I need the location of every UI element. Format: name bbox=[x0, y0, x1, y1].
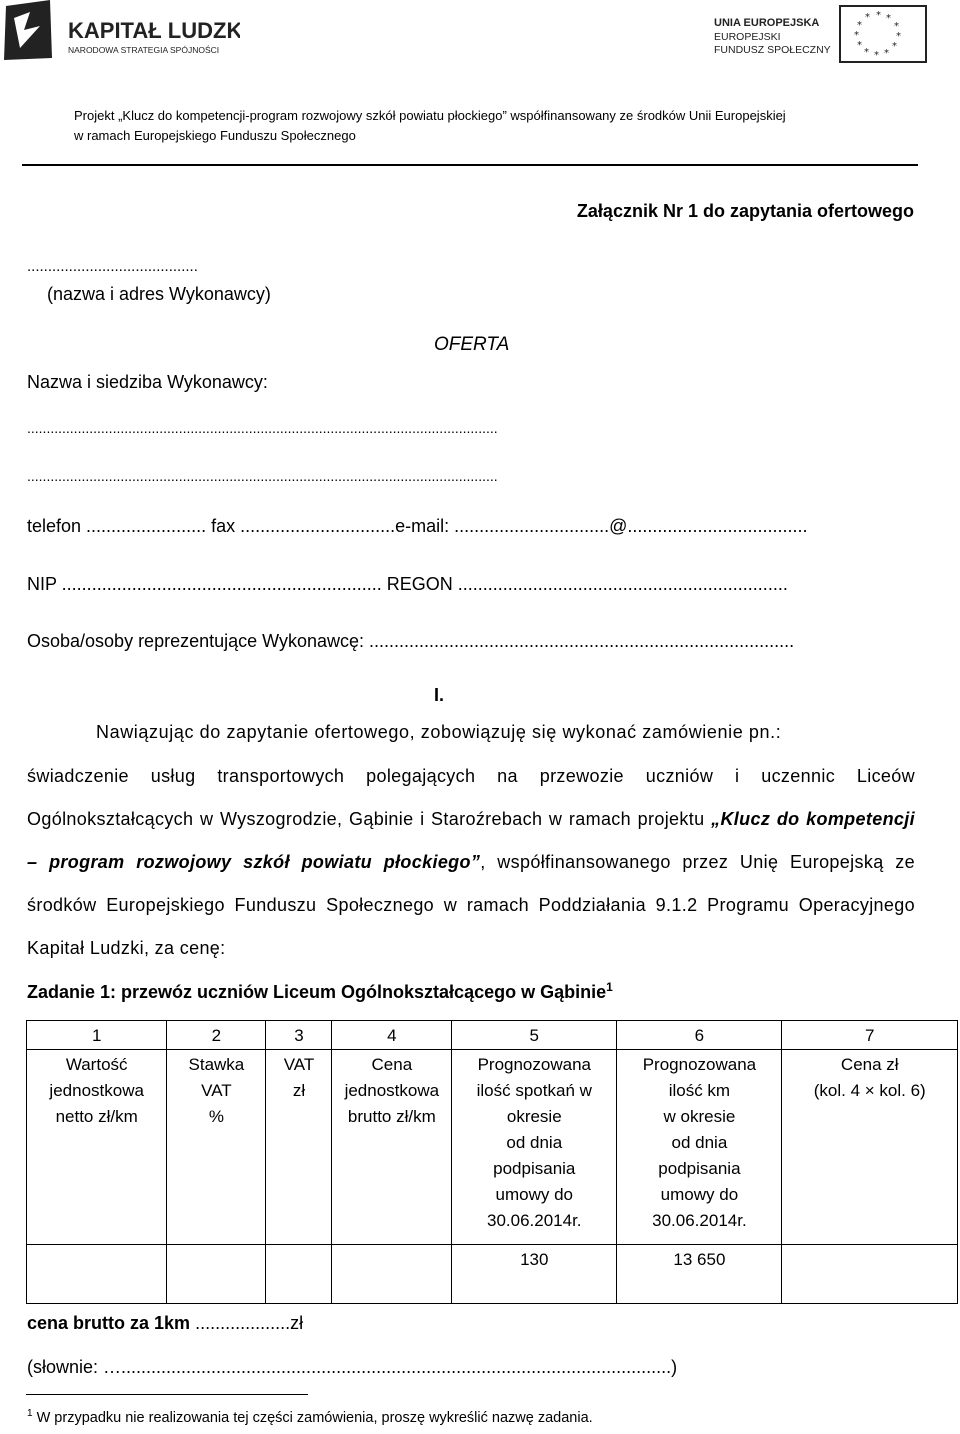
svg-text:*: * bbox=[864, 47, 869, 58]
column-header-line: netto zł/km bbox=[55, 1107, 138, 1126]
dots-line-1: ......................................................................................................................... bbox=[27, 420, 498, 436]
column-header-line: w okresie bbox=[663, 1107, 736, 1126]
column-header-1 bbox=[27, 1050, 167, 1245]
column-header-line: Cena bbox=[371, 1055, 413, 1074]
price-line-dots: ...................zł bbox=[195, 1313, 304, 1333]
column-header-line: podpisania bbox=[493, 1159, 576, 1178]
words-line: (słownie: …..............................................................................................................) bbox=[27, 1357, 678, 1377]
column-header-line: VAT bbox=[283, 1055, 315, 1074]
intro-text: Nawiązując do zapytanie ofertowego, zobowiązuję się wykonać zamówienie pn.: bbox=[96, 722, 782, 742]
eu-logo bbox=[700, 0, 960, 64]
column-header-4 bbox=[332, 1050, 452, 1245]
column-header-line: Prognozowana bbox=[642, 1055, 757, 1074]
svg-text:*: * bbox=[894, 21, 899, 32]
logo-right-line2: EUROPEJSKI bbox=[714, 31, 781, 43]
column-header-line: jednostkowa bbox=[49, 1081, 144, 1100]
column-header-line: (kol. 4 × kol. 6) bbox=[813, 1081, 926, 1100]
task-title-text: Zadanie 1: przewóz uczniów Liceum Ogólnokształcącego w Gąbinie bbox=[27, 982, 607, 1002]
column-number-5: 5 bbox=[452, 1021, 617, 1050]
svg-text:*: * bbox=[857, 20, 862, 31]
task-footnote-ref: 1 bbox=[606, 980, 613, 994]
svg-text:*: * bbox=[874, 50, 879, 61]
column-header-3 bbox=[266, 1050, 332, 1245]
table-value-row bbox=[27, 1245, 958, 1304]
column-header-line: ilość spotkań w bbox=[476, 1081, 592, 1100]
value-cell-2[interactable] bbox=[167, 1245, 266, 1304]
svg-text:*: * bbox=[857, 40, 862, 51]
value-cell-3[interactable] bbox=[266, 1245, 332, 1304]
svg-text:*: * bbox=[886, 13, 891, 24]
persons-line: Osoba/osoby reprezentujące Wykonawcę: ..................................................................................... bbox=[27, 631, 795, 651]
task-title bbox=[27, 980, 613, 1003]
nip-regon-line: NIP ................................................................ REGON .................................................................. bbox=[27, 574, 788, 594]
header-divider bbox=[22, 164, 918, 166]
svg-text:*: * bbox=[854, 30, 859, 41]
column-header-line: VAT bbox=[201, 1081, 232, 1100]
logo-left-subtext: NARODOWA STRATEGIA SPÓJNOŚCI bbox=[68, 45, 220, 55]
column-header-line: od dnia bbox=[671, 1133, 728, 1152]
column-header-2 bbox=[167, 1050, 266, 1245]
column-header-line: okresie bbox=[506, 1107, 562, 1126]
column-header-line: Stawka bbox=[188, 1055, 245, 1074]
footnote-divider bbox=[26, 1394, 308, 1395]
project-name: „Klucz do kompetencji – program rozwojowy szkół powiatu płockiego” bbox=[27, 809, 915, 872]
price-line-label: cena brutto za 1km bbox=[27, 1313, 191, 1333]
column-number-6: 6 bbox=[617, 1021, 782, 1050]
column-header-line: ilość km bbox=[668, 1081, 731, 1100]
contractor-label: (nazwa i adres Wykonawcy) bbox=[47, 284, 271, 304]
svg-text:*: * bbox=[865, 12, 870, 23]
logo-right-line1: UNIA EUROPEJSKA bbox=[714, 17, 820, 29]
svg-text:*: * bbox=[884, 48, 889, 59]
svg-text:*: * bbox=[876, 10, 881, 21]
column-header-7 bbox=[782, 1050, 958, 1245]
footnote bbox=[27, 1408, 593, 1426]
column-header-line: Wartość bbox=[65, 1055, 128, 1074]
column-number-7: 7 bbox=[782, 1021, 958, 1050]
column-header-line: Prognozowana bbox=[477, 1055, 591, 1074]
price-table bbox=[26, 1020, 958, 1304]
column-header-line: zł bbox=[292, 1081, 306, 1100]
contact-line: telefon ........................ fax ...............................e-mail: ...............................@.................................... bbox=[27, 516, 808, 536]
kapital-ludzki-logo bbox=[0, 0, 240, 60]
section-number: I. bbox=[434, 685, 445, 705]
value-cell-6[interactable]: 13 650 bbox=[617, 1245, 782, 1304]
price-line bbox=[27, 1313, 303, 1334]
value-cell-5[interactable]: 130 bbox=[452, 1245, 617, 1304]
footnote-number: 1 bbox=[27, 1408, 33, 1419]
column-header-line: Cena zł bbox=[840, 1055, 899, 1074]
column-header-6 bbox=[617, 1050, 782, 1245]
column-header-5 bbox=[452, 1050, 617, 1245]
name-label: Nazwa i siedziba Wykonawcy: bbox=[27, 372, 268, 392]
column-header-line: jednostkowa bbox=[344, 1081, 440, 1100]
value-cell-1[interactable] bbox=[27, 1245, 167, 1304]
value-cell-7[interactable] bbox=[782, 1245, 958, 1304]
svg-text:*: * bbox=[896, 31, 901, 42]
column-number-2: 2 bbox=[167, 1021, 266, 1050]
offer-title: OFERTA bbox=[434, 334, 510, 355]
footnote-text: W przypadku nie realizowania tej części zamówienia, proszę wykreślić nazwę zadania. bbox=[36, 1409, 593, 1426]
project-header-line1: Projekt „Klucz do kompetencji-program rozwojowy szkół powiatu płockiego” współfinansowany ze środków Unii Europejskiej bbox=[74, 108, 786, 123]
svg-text:*: * bbox=[892, 41, 897, 52]
project-header-line2: w ramach Europejskiego Funduszu Społecznego bbox=[74, 128, 356, 143]
column-header-line: 30.06.2014r. bbox=[652, 1211, 747, 1230]
column-header-line: umowy do bbox=[495, 1185, 574, 1204]
attachment-title: Załącznik Nr 1 do zapytania ofertowego bbox=[576, 201, 914, 221]
logo-left-text: KAPITAŁ LUDZKI bbox=[68, 18, 240, 43]
column-number-4: 4 bbox=[332, 1021, 452, 1050]
table-header-row bbox=[27, 1050, 958, 1245]
logo-right-line3: FUNDUSZ SPOŁECZNY bbox=[714, 44, 831, 56]
column-header-line: podpisania bbox=[658, 1159, 741, 1178]
column-header-line: 30.06.2014r. bbox=[487, 1211, 582, 1230]
column-header-line: umowy do bbox=[660, 1185, 739, 1204]
value-cell-4[interactable] bbox=[332, 1245, 452, 1304]
column-header-line: brutto zł/km bbox=[347, 1107, 436, 1126]
column-header-line: od dnia bbox=[506, 1133, 563, 1152]
column-number-1: 1 bbox=[27, 1021, 167, 1050]
column-number-3: 3 bbox=[266, 1021, 332, 1050]
contractor-dots: ......................................... bbox=[27, 258, 198, 275]
column-header-line: % bbox=[208, 1107, 224, 1126]
order-description-tail: , współfinansowanego przez Unię Europejską ze środków Europejskiego Funduszu Społecznego w ramach Poddziałania 9.1.2 Programu Operacyjnego Kapitał Ludzki, za cenę: bbox=[27, 852, 915, 958]
dots-line-2: ......................................................................................................................... bbox=[27, 468, 498, 484]
order-description-text: świadczenie usług transportowych polegających na przewozie uczniów i uczennic Liceów Ogólnokształcących w Wyszogrodzie, Gąbinie i Staroźrebach w ramach projektu bbox=[27, 766, 915, 829]
table-number-row bbox=[27, 1021, 958, 1050]
order-description bbox=[27, 755, 915, 970]
eu-stars-icon bbox=[854, 10, 901, 61]
